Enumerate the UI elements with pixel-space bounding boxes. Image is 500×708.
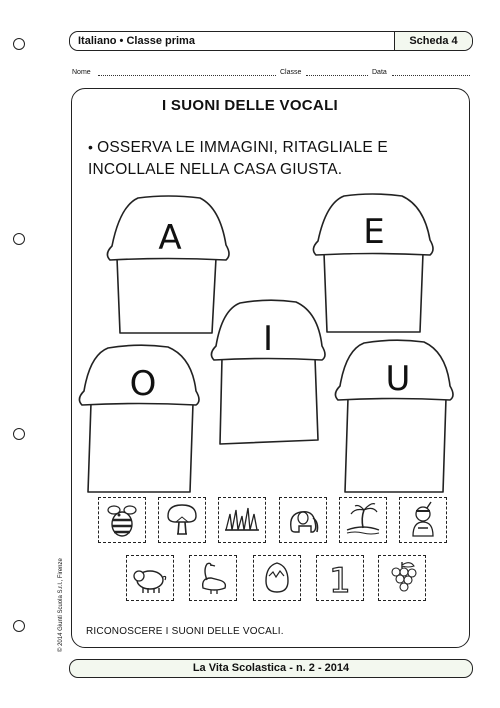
native-child-icon [403, 500, 443, 540]
card-egg[interactable] [253, 555, 301, 601]
house-i [211, 300, 325, 444]
card-grass[interactable] [218, 497, 266, 543]
card-bee[interactable] [98, 497, 146, 543]
card-pig[interactable] [126, 555, 174, 601]
goose-icon [193, 558, 233, 598]
house-e [313, 194, 433, 332]
card-grapes[interactable] [378, 555, 426, 601]
house-letter-u: U [385, 359, 411, 399]
name-label: Nome [72, 69, 91, 76]
grapes-icon [382, 558, 422, 598]
house-a [107, 196, 229, 333]
card-tree[interactable] [158, 497, 206, 543]
island-icon [343, 500, 383, 540]
footer-bar: La Vita Scolastica - n. 2 - 2014 [69, 659, 473, 678]
pig-icon [130, 558, 170, 598]
house-letter-a: A [158, 218, 182, 258]
number-one-text: 1 [329, 561, 351, 598]
egg-icon [257, 558, 297, 598]
house-letter-i: I [262, 319, 274, 359]
house-letter-e: E [363, 212, 385, 252]
card-native-child[interactable] [399, 497, 447, 543]
bee-icon [102, 500, 142, 540]
date-label: Data [372, 69, 387, 76]
card-goose[interactable] [189, 555, 237, 601]
house-o [79, 345, 199, 492]
instruction-body: OSSERVA LE IMMAGINI, RITAGLIALE E INCOLLALE NELLA CASA GIUSTA. [88, 139, 388, 178]
card-island[interactable] [339, 497, 387, 543]
house-u [335, 340, 453, 492]
number-one-icon [320, 558, 360, 598]
sheet-label: Scheda 4 [394, 32, 472, 50]
learning-objective: RICONOSCERE I SUONI DELLE VOCALI. [86, 626, 284, 637]
elephant-icon [283, 500, 323, 540]
grass-icon [222, 500, 262, 540]
subject-label: Italiano • Classe prima [70, 32, 394, 50]
page-title: I SUONI DELLE VOCALI [161, 97, 338, 114]
house-letter-o: O [129, 364, 157, 404]
tree-icon [162, 500, 202, 540]
copyright-notice: © 2014 Giunti Scuola S.r.l., Firenze [58, 558, 64, 652]
card-elephant[interactable] [279, 497, 327, 543]
bullet-icon: • [88, 139, 94, 155]
class-label: Classe [280, 69, 302, 76]
card-number-one[interactable] [316, 555, 364, 601]
